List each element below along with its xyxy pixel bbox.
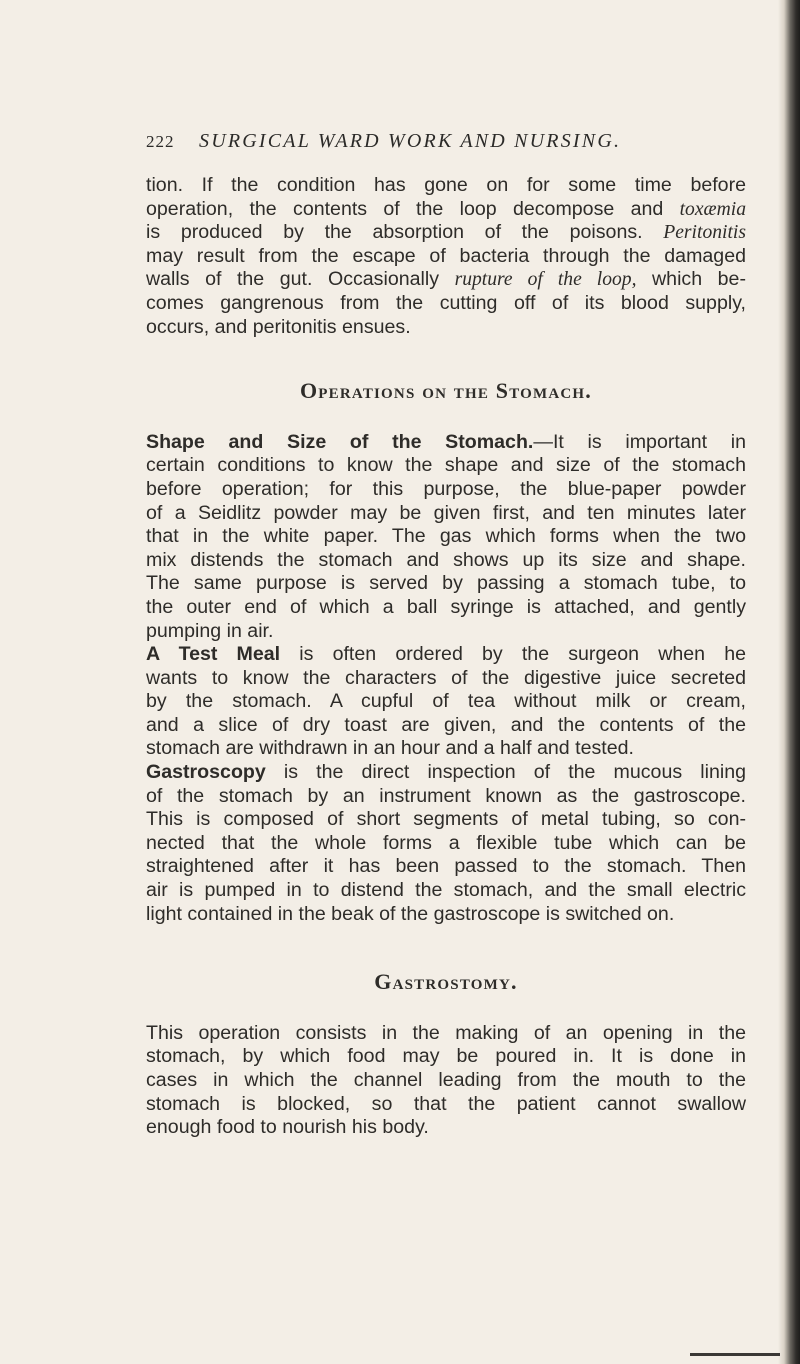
text-line: light contained in the beak of the gastroscope is switched on. bbox=[146, 902, 675, 925]
text-line: This is composed of short segments of metal tubing, so con- bbox=[146, 808, 746, 831]
text-run: walls of the gut. Occasionally bbox=[146, 268, 455, 291]
text-run: —It is important in bbox=[533, 430, 747, 453]
text-line bbox=[146, 431, 746, 455]
paragraph-test-meal bbox=[146, 643, 746, 761]
text-line: stomach, by which food may be poured in. It is done in bbox=[146, 1045, 746, 1068]
paragraph-gastrostomy bbox=[146, 1022, 746, 1140]
text-line: This operation consists in the making of an opening in the bbox=[146, 1021, 746, 1044]
text-run: operation, the contents of the loop decompose and bbox=[146, 197, 680, 220]
lead-heading: Gastroscopy bbox=[146, 761, 266, 784]
text-line bbox=[146, 221, 746, 245]
page-header bbox=[146, 132, 746, 162]
text-line: wants to know the characters of the digestive juice secreted bbox=[146, 666, 746, 689]
page-binding-edge bbox=[778, 0, 800, 1364]
text-line: stomach are withdrawn in an hour and a half and tested. bbox=[146, 737, 634, 760]
running-title: SURGICAL WARD WORK AND NURSING. bbox=[199, 130, 622, 152]
italic-term-rupture: rupture of the loop, bbox=[454, 269, 637, 291]
text-line: the outer end of which a ball syringe is attached, and gently bbox=[146, 595, 746, 618]
section-heading-operations-stomach: Operations on the Stomach. bbox=[299, 378, 593, 404]
text-run: which be- bbox=[636, 268, 746, 291]
text-line: that in the white paper. The gas which forms when the two bbox=[146, 525, 746, 548]
text-line: of a Seidlitz powder may be given first, and ten minutes later bbox=[146, 501, 746, 524]
text-run: is often ordered by the surgeon when he bbox=[280, 643, 746, 666]
intro-paragraph bbox=[146, 174, 746, 339]
text-run: is the direct inspection of the mucous lining bbox=[265, 761, 746, 784]
text-line: may result from the escape of bacteria through the damaged bbox=[146, 244, 746, 267]
text-line: and a slice of dry toast are given, and the contents of the bbox=[146, 713, 746, 736]
text-line: occurs, and peritonitis ensues. bbox=[146, 315, 411, 338]
text-line bbox=[146, 198, 746, 222]
text-line: by the stomach. A cupful of tea without milk or cream, bbox=[146, 690, 746, 713]
text-line: The same purpose is served by passing a stomach tube, to bbox=[146, 572, 746, 595]
text-line: before operation; for this purpose, the blue-paper powder bbox=[146, 477, 746, 500]
text-line: cases in which the channel leading from the mouth to the bbox=[146, 1069, 746, 1091]
page-bottom-rule bbox=[690, 1353, 780, 1356]
paragraph-gastroscopy bbox=[146, 761, 746, 926]
text-line: enough food to nourish his body. bbox=[146, 1116, 429, 1139]
text-line: certain conditions to know the shape and size of the stomach bbox=[146, 454, 746, 477]
text-line: tion. If the condition has gone on for some time before bbox=[146, 174, 746, 196]
text-line: nected that the whole forms a flexible tube which can be bbox=[146, 831, 746, 854]
text-line bbox=[146, 268, 746, 292]
section-heading-gastrostomy: Gastrostomy. bbox=[374, 969, 518, 995]
lead-heading: Shape and Size of the Stomach. bbox=[146, 430, 534, 453]
paragraph-shape-size bbox=[146, 431, 746, 643]
text-line bbox=[146, 761, 746, 785]
italic-term-peritonitis: Peritonitis bbox=[663, 222, 746, 244]
page-body bbox=[146, 174, 746, 1140]
text-line: air is pumped in to distend the stomach, and the small electric bbox=[146, 879, 746, 902]
text-run: is produced by the absorption of the poisons. bbox=[146, 221, 664, 244]
text-line: mix distends the stomach and shows up its size and shape. bbox=[146, 548, 746, 571]
text-line: of the stomach by an instrument known as the gastroscope. bbox=[146, 784, 746, 807]
lead-heading: A Test Meal bbox=[146, 643, 281, 666]
text-line bbox=[146, 643, 746, 667]
page-number: 222 bbox=[146, 132, 175, 151]
italic-term-toxaemia: toxæmia bbox=[679, 198, 746, 220]
text-line: pumping in air. bbox=[146, 619, 274, 642]
text-line: comes gangrenous from the cutting off of its blood supply, bbox=[146, 291, 746, 314]
text-line: stomach is blocked, so that the patient cannot swallow bbox=[146, 1092, 746, 1115]
text-line: straightened after it has been passed to the stomach. Then bbox=[146, 855, 746, 878]
